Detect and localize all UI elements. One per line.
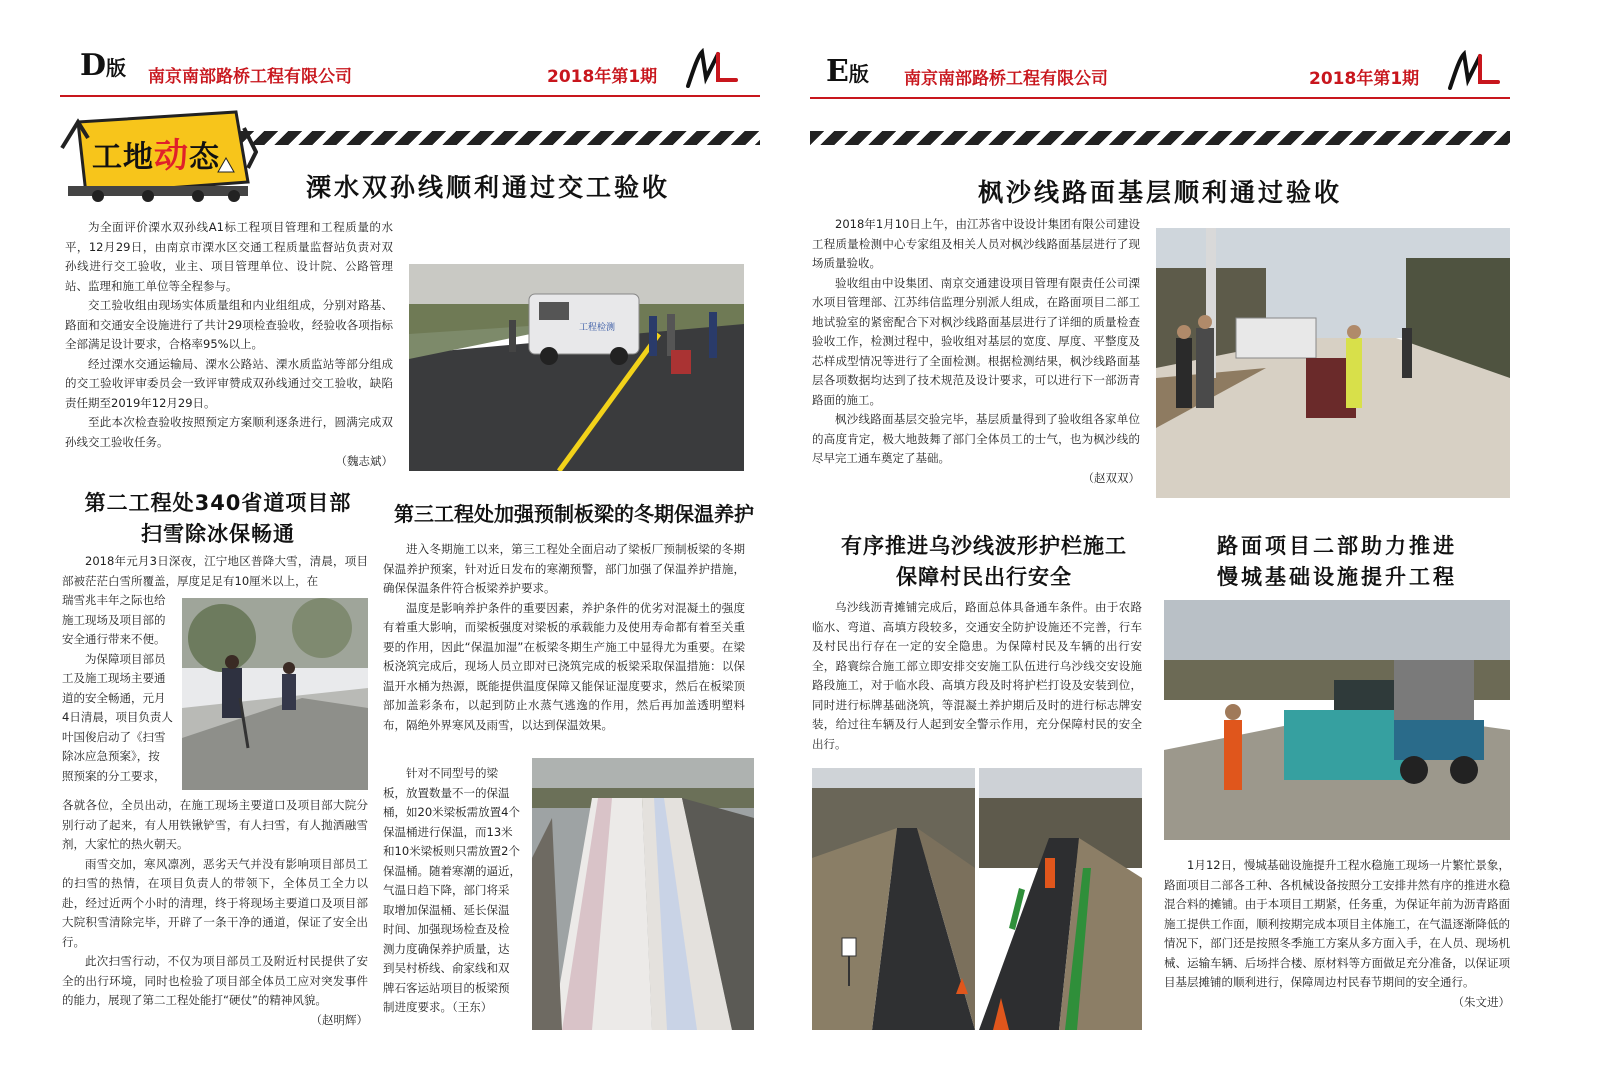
article2-title-line2: 扫雪除冰保畅通 bbox=[141, 522, 295, 546]
left-header-rule bbox=[60, 95, 760, 97]
article2-narrow-column: 瑞雪兆丰年之际也给 施工现场及项目部的 安全通行带来不便。 为保障项目部员 工及施工现场主要通 道的安全畅通，元月 4日清晨，项目负责人 叶国俊启动了《扫雪 除冰应急预案》，按 照预案的分工要求， bbox=[62, 593, 173, 783]
article2-body-rest: 各就各位，全员出动，在施工现场主要道口及项目部大院分别行动了起来，有人用铁锹铲雪，有人扫雪，有人抛洒融雪剂，大家忙的热火朝天。 雨雪交加，寒风凛冽，恶劣天气并没有影响项目部员工的扫雪的热情，在项目负责人的带领下，全体员工全力以赴，经过近两个小时的清理，终于将现场主要道口及项目部大院积雪清除完毕，开辟了一条干净的通道，保证了安全出行。 此次扫雪行动，不仅为项目部员工及附近村民提供了安全的出行环境，同时也检验了项目部全体员工应对突发事件的能力，展现了第二工程处能打“硬仗”的精神风貌。 （赵明辉） bbox=[62, 796, 368, 1030]
guardrail-photo-left bbox=[812, 768, 975, 1030]
left-edition-label: D版 bbox=[80, 48, 127, 83]
right-company-logo bbox=[1446, 50, 1500, 90]
article2-top-paragraph: 2018年元月3日深夜，江宁地区普降大雪，清晨，项目部被茫茫白雪所覆盖，厚度足足有10厘米以上，在 bbox=[62, 554, 368, 588]
article1-body bbox=[65, 218, 393, 472]
article4-body: 2018年1月10日上午，由江苏省中设设计集团有限公司建设工程质量检测中心专家组及相关人员对枫沙线路面基层进行了现场质量验收。 验收组由中设集团、南京交通建设项目管理有限责任公司溧水项目管理部、江苏纬信监理分别派人组成，在路面项目二部工地试验室的紧密配合下对枫沙线路面基层进行了详细的质量检查验收工作，检测过程中，验收组对基层的宽度、厚度、平整度及芯样成型情况等进行了全面检测。根据检测结果，枫沙线路面基层各项数据均达到了技术规范及设计要求，可以进行下一部沥青路面的施工。 枫沙线路面基层交验完毕，基层质量得到了验收组各家单位的高度肯定，极大地鼓舞了部门全体员工的士气，也为枫沙线的尽早完工通车奠定了基础。 （赵双双） bbox=[812, 215, 1140, 488]
article1-author: （魏志斌） bbox=[335, 454, 393, 468]
article6-body: 1月12日，慢城基础设施提升工程水稳施工现场一片繁忙景象，路面项目二部各工种、各机械设备按照分工安排井然有序的推进水稳混合料的摊铺。由于本项目工期紧，任务重，为保证年前为沥青路面施工提供工作面，顺利按期完成本项目主体施工，在气温逐渐降低的情况下，部门还是按照冬季施工方案从多方面入手，在人员、现场机械、运输车辆、后场拌合楼、原材料等方面做足充分准备，以保证项目基层摊铺的顺利进行，保障周边村民春节期间的安全通行。 （朱文进） bbox=[1164, 856, 1510, 1012]
right-header-rule bbox=[810, 97, 1510, 99]
article4-author: （赵双双） bbox=[1082, 470, 1140, 485]
snow-clearing-photo bbox=[182, 598, 368, 790]
left-issue-number: 2018年第1期 bbox=[547, 67, 658, 87]
left-company-name: 南京南部路桥工程有限公司 bbox=[148, 67, 352, 87]
article2-title-line1: 第二工程处340省道项目部 bbox=[84, 491, 352, 515]
right-issue-number: 2018年第1期 bbox=[1309, 69, 1420, 89]
left-hazard-stripe bbox=[240, 131, 760, 145]
section-badge bbox=[58, 108, 258, 204]
article5-body: 乌沙线沥青摊铺完成后，路面总体具备通车条件。由于农路临水、弯道、高填方段较多，交通安全防护设施还不完善，行车及村民出行存在一定的安全隐患。为保障村民及车辆的出行安全，路寰综合施工部立即安排交安施工队伍进行乌沙线交安设施路段施工，对于临水段、高填方段及时将护栏打设及安装到位，同时进行标牌基础浇筑，等混凝土养护期后及时的进行标志牌安装，给过往车辆及行人起到安全警示作用，充分保障村民的安全出行。 bbox=[812, 600, 1142, 751]
article1-title: 溧水双孙线顺利通过交工验收 bbox=[305, 173, 670, 202]
article2-title bbox=[60, 488, 376, 550]
left-company-logo bbox=[684, 48, 738, 88]
right-hazard-stripe bbox=[810, 131, 1510, 145]
badge-text-part3: 态 bbox=[189, 140, 220, 175]
van-label-text: 工程检测 bbox=[579, 323, 616, 333]
article2-author: （赵明辉） bbox=[310, 1012, 368, 1027]
guardrail-photo-right bbox=[979, 768, 1142, 1030]
article1-paragraph: 经过溧水交通运输局、溧水公路站、溧水质监站等部分组成的交工验收评审委员会一致评审赞成双孙线通过交工验收，缺陷责任期至2019年12月29日。 bbox=[65, 356, 393, 410]
article3-body: 进入冬期施工以来，第三工程处全面启动了梁板厂预制板梁的冬期保温养护预案，针对近日发布的寒潮预警，部门加强了保温养护措施，确保保温条件符合板梁养护要求。 温度是影响养护条件的重要因素，养护条件的优劣对混凝土的强度有着重大影响，而梁板强度对梁板的承载能力及使用寿命都有着至关重要的作用，因此“保温加湿”在板梁冬期生产施工中显得尤为重要。在梁板浇筑完成后，现场人员立即对已浇筑完成的板梁采取保温措施：以保温开水桶为热源，既能提供温度保障又能保证湿度要求，然后在板梁顶部加盖彩条布，以起到防止水蒸气逃逸的作用，然后再加盖透明塑料布，隔绝外界寒风及雨雪，以达到保温效果。 bbox=[383, 542, 745, 732]
badge-text-part2: 动 bbox=[154, 136, 189, 176]
article1-paragraph: 交工验收组由现场实体质量组和内业组组成，分别对路基、路面和交通安全设施进行了共计29项检查验收，经验收各项指标全部满足设计要求，合格率95%以上。 bbox=[65, 298, 393, 351]
article1-paragraph: 为全面评价溧水双孙线A1标工程项目管理和工程质量的水平，12月29日，由南京市溧水区交通工程质量监督站负责对双孙线进行交工验收，业主、项目管理单位、设计院、公路管理站、监理和施工单位等全程参与。 bbox=[65, 220, 393, 293]
paving-machine-photo bbox=[1164, 600, 1510, 840]
inspection-team-photo bbox=[409, 264, 744, 471]
article5-title: 有序推进乌沙线波形护栏施工 保障村民出行安全 bbox=[841, 534, 1127, 589]
right-edition-label: E版 bbox=[826, 54, 869, 89]
article3-narrow-column: 针对不同型号的梁 板，放置数量不一的保温 桶，如20米梁板需放置4个 保温桶进行保温，而13米 和10米梁板则只需放置2个 保温桶。随着寒潮的逼近， 气温日趋下降，部门将采 取增加保温桶、延长保温 时间、加强现场检查及检 测力度确保养护质量，达 到吴村桥线、俞家线和双 牌石客运站项目的板梁预 制进度要求。（王东） bbox=[383, 766, 521, 1014]
article1-paragraph: 至此本次检查验收按照预定方案顺利逐条进行，圆满完成双孙线交工验收任务。 bbox=[65, 415, 393, 449]
article4-title: 枫沙线路面基层顺利通过验收 bbox=[977, 178, 1342, 207]
right-company-name: 南京南部路桥工程有限公司 bbox=[904, 69, 1108, 89]
road-base-inspection-photo bbox=[1156, 228, 1510, 498]
beam-curing-photo bbox=[532, 758, 754, 1030]
article6-title: 路面项目二部助力推进 慢城基础设施提升工程 bbox=[1217, 534, 1457, 589]
badge-text-part1: 工地 bbox=[92, 140, 154, 175]
article6-author: （朱文进） bbox=[1452, 994, 1510, 1009]
article3-title: 第三工程处加强预制板梁的冬期保温养护 bbox=[394, 502, 754, 526]
